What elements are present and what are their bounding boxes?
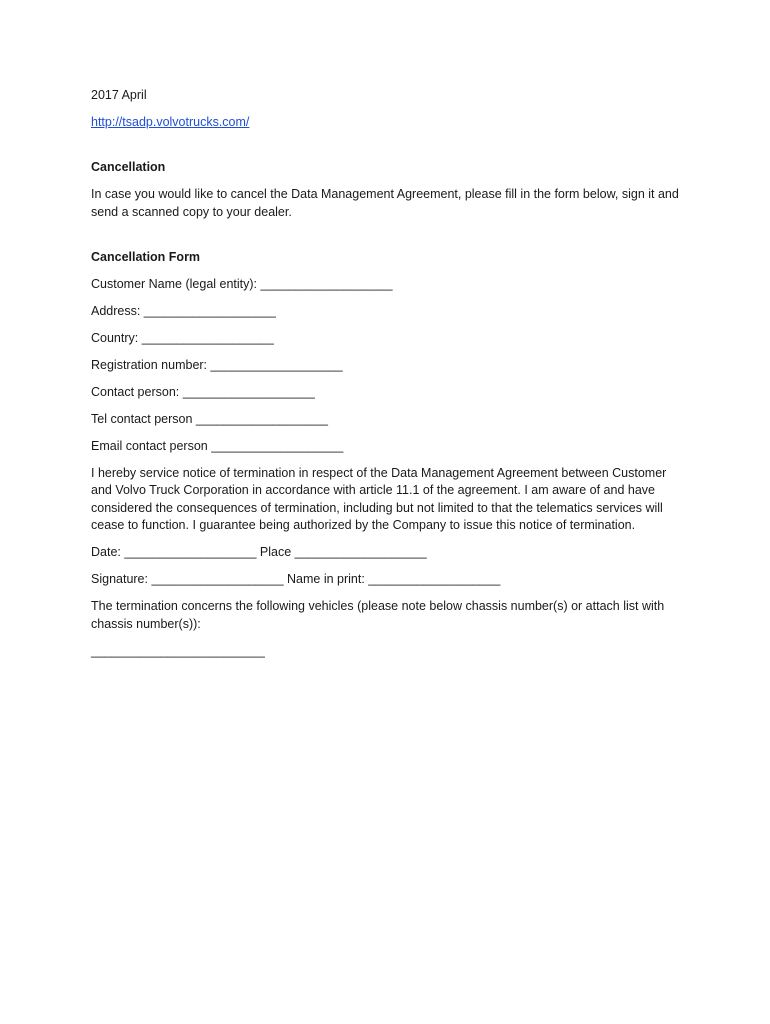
- signature-name-field: Signature: ___________________ Name in print: ___________________: [91, 572, 501, 586]
- country-field: Country: ___________________: [91, 330, 274, 345]
- volvo-trucks-link[interactable]: http://tsadp.volvotrucks.com/: [91, 115, 250, 129]
- tel-contact-person-field: Tel contact person ___________________: [91, 411, 329, 426]
- cancellation-heading: Cancellation: [91, 160, 166, 174]
- spacer: [91, 141, 681, 159]
- chassis-number-field: _________________________: [91, 643, 265, 658]
- vehicles-paragraph: The termination concerns the following vehicles (please note below chassis number(s) or attach list with chassis number(s)):: [91, 599, 665, 631]
- date-place-field: Date: ___________________ Place ___________________: [91, 545, 427, 559]
- address-field: Address: ___________________: [91, 303, 276, 318]
- document-body: [91, 87, 681, 670]
- intro-paragraph: In case you would like to cancel the Data Management Agreement, please fill in the form below, sign it and send a scanned copy to your dealer.: [91, 187, 679, 219]
- contact-person-field: Contact person: ___________________: [91, 384, 315, 399]
- termination-notice-paragraph: I hereby service notice of termination in respect of the Data Management Agreement between Customer and Volvo Truck Corporation in accordance with article 11.1 of the agreement. I am aware of and have considered the consequences of termination, including but not limited to that the telematics services will cease to function. I guarantee being authorized by the Company to issue this notice of termination.: [91, 465, 667, 532]
- customer-name-field: Customer Name (legal entity): ___________________: [91, 276, 393, 291]
- cancellation-form-heading: Cancellation Form: [91, 249, 201, 264]
- spacer: [91, 231, 681, 249]
- document-date: 2017 April: [91, 88, 147, 102]
- registration-number-field: Registration number: ___________________: [91, 357, 343, 372]
- email-contact-person-field: Email contact person ___________________: [91, 438, 344, 453]
